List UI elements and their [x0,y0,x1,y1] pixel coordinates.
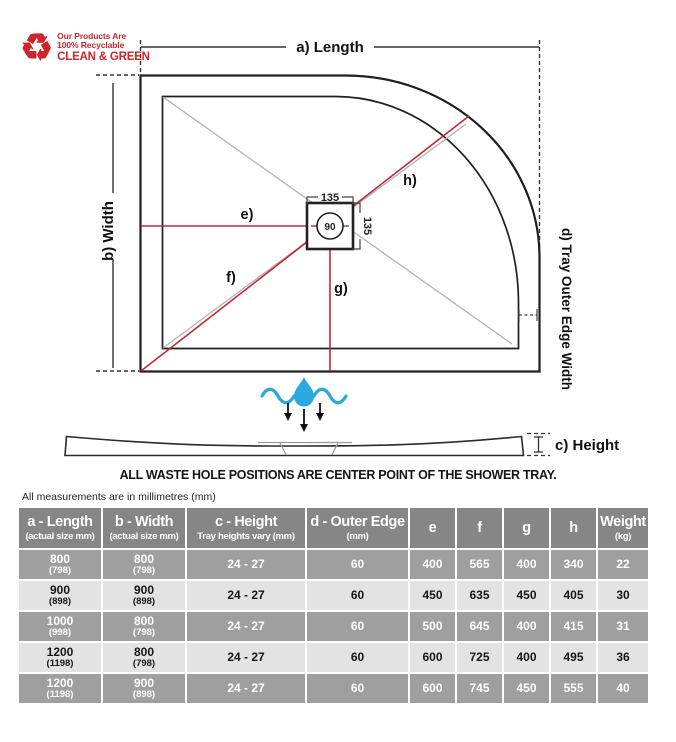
cell-h: 405 [551,581,596,610]
logo-line2: 100% Recyclable [57,40,125,51]
cell-a: 800 (798) [19,550,101,579]
outer-edge-label: d) Tray Outer Edge Width [559,228,574,390]
cell-g: 400 [504,612,549,641]
cell-a: 1200 (1198) [19,643,101,672]
tray-profile-outline [65,437,524,456]
waste-hole [307,203,353,249]
waste-hole-caption: ALL WASTE HOLE POSITIONS ARE CENTER POINT OF THE SHOWER TRAY. [119,468,557,482]
cell-e: 600 [410,674,455,703]
cell-weight: 40 [598,674,648,703]
cell-weight: 31 [598,612,648,641]
table-row [19,550,648,579]
cell-d: 60 [307,674,408,703]
cell-c: 24 - 27 [187,643,305,672]
logo-line3: CLEAN & GREEN [57,51,150,64]
cell-f: 745 [457,674,502,703]
height-label: c) Height [555,437,620,454]
waste-diameter: 90 [324,222,336,233]
cell-b: 900 (898) [103,674,185,703]
cell-e: 600 [410,643,455,672]
cell-c: 24 - 27 [187,550,305,579]
cell-e: 400 [410,550,455,579]
logo-line1: Our Products Are [57,30,127,41]
cell-h: 495 [551,643,596,672]
h-label: h) [403,173,417,189]
cell-b: 800 (798) [103,643,185,672]
cell-f: 725 [457,643,502,672]
cell-h: 340 [551,550,596,579]
cell-b: 800 (798) [103,612,185,641]
width-label: b) Width [100,201,117,261]
e-label: e) [240,207,254,223]
header-weight: Weight (kg) [598,508,648,548]
header-h: h [551,508,596,548]
cell-f: 635 [457,581,502,610]
header-e: e [410,508,455,548]
header-d-outer-edge: d - Outer Edge (mm) [307,508,408,548]
cell-h: 415 [551,612,596,641]
cell-d: 60 [307,550,408,579]
cell-f: 565 [457,550,502,579]
g-label: g) [334,281,348,297]
table-row [19,581,648,610]
cell-e: 500 [410,612,455,641]
cell-h: 555 [551,674,596,703]
cell-weight: 30 [598,581,648,610]
length-label: a) Length [296,39,364,56]
cell-b: 800 (798) [103,550,185,579]
cell-d: 60 [307,643,408,672]
spec-table-body [19,550,648,703]
waste-depth: 135 [361,216,373,236]
cell-c: 24 - 27 [187,581,305,610]
cell-g: 400 [504,550,549,579]
cell-g: 450 [504,581,549,610]
water-drop-icon [262,377,346,407]
spec-table [17,506,650,705]
header-b-width: b - Width (actual size mm) [103,508,185,548]
cell-a: 1000 (998) [19,612,101,641]
cell-c: 24 - 27 [187,612,305,641]
cell-e: 450 [410,581,455,610]
header-g: g [504,508,549,548]
waste-width: 135 [320,192,340,204]
table-header-row [19,508,648,548]
units-note: All measurements are in millimetres (mm) [22,491,216,503]
header-c-height: c - Height Tray heights vary (mm) [187,508,305,548]
header-a-length: a - Length (actual size mm) [19,508,101,548]
cell-a: 900 (898) [19,581,101,610]
recyclable-badge [20,28,150,68]
cell-weight: 22 [598,550,648,579]
recycle-icon: ♻ [20,27,54,68]
cell-c: 24 - 27 [187,674,305,703]
table-row [19,612,648,641]
cell-a: 1200 (1198) [19,674,101,703]
table-row [19,674,648,703]
cell-g: 400 [504,643,549,672]
cell-f: 645 [457,612,502,641]
cell-d: 60 [307,581,408,610]
header-f: f [457,508,502,548]
cell-g: 450 [504,674,549,703]
cell-b: 900 (898) [103,581,185,610]
cell-d: 60 [307,612,408,641]
height-dimension [527,434,550,456]
table-row [19,643,648,672]
f-label: f) [226,270,236,286]
flow-arrows [284,403,324,432]
cell-weight: 36 [598,643,648,672]
